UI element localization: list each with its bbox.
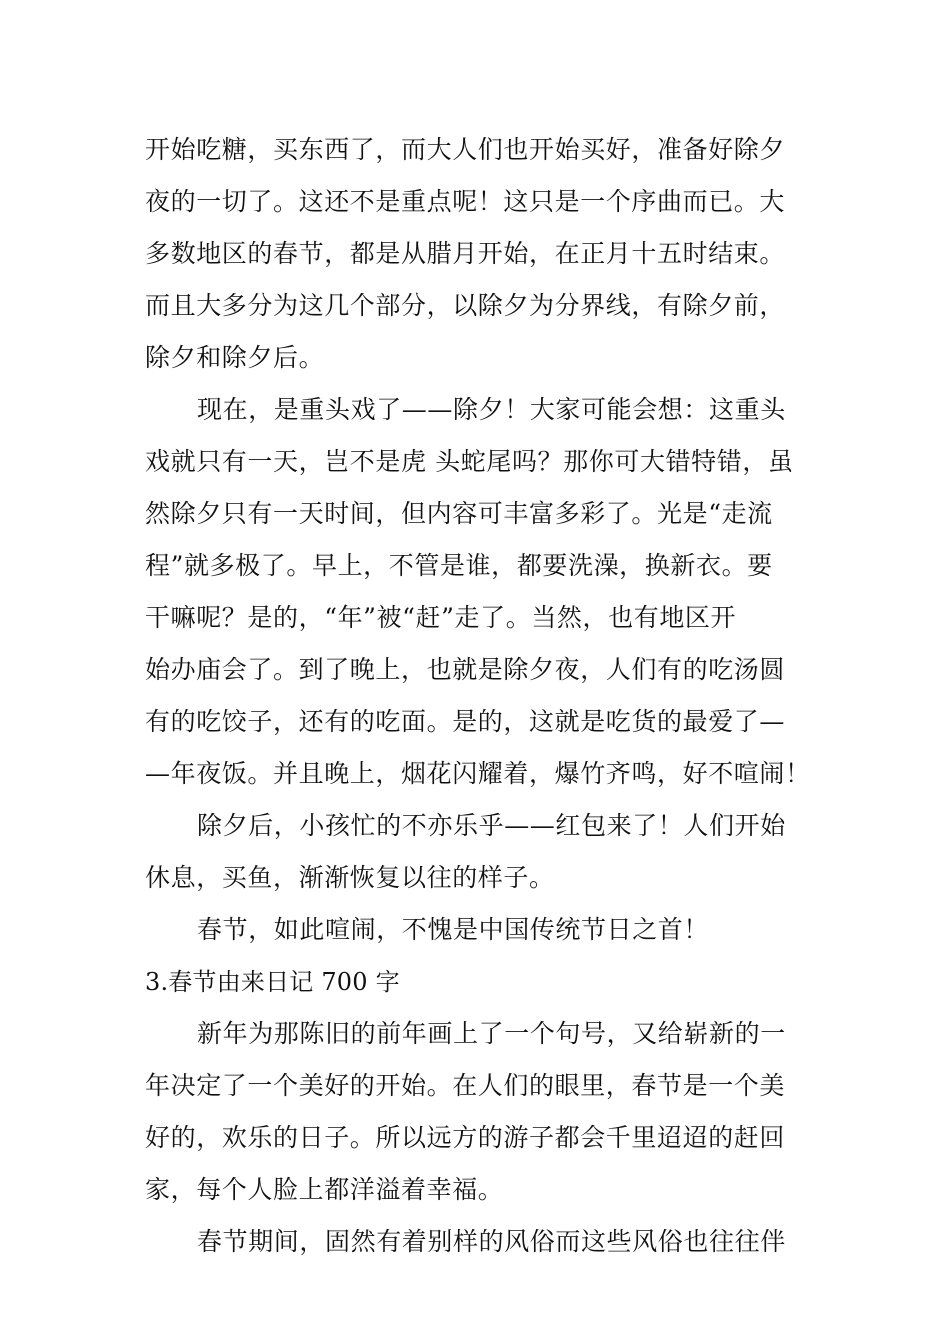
paragraph-first-line: 新年为那陈旧的前年画上了一个句号，又给崭新的一 — [197, 1019, 786, 1048]
text-line: 而且大多分为这几个部分，以除夕为分界线，有除夕前， — [145, 291, 786, 320]
text-line: 开始吃糖，买东西了，而大人们也开始买好，准备好除夕 — [145, 135, 786, 164]
text-line: 夜的一切了。这还不是重点呢！这只是一个序曲而已。大 — [145, 187, 786, 216]
text-line: 干嘛呢？是的，“年”被“赶”走了。当然，也有地区开 — [145, 603, 737, 632]
text-line: 家，每个人脸上都洋溢着幸福。 — [145, 1175, 504, 1204]
text-line: 始办庙会了。到了晚上，也就是除夕夜，人们有的吃汤圆 — [145, 655, 786, 684]
text-line: 年决定了一个美好的开始。在人们的眼里，春节是一个美 — [145, 1071, 786, 1100]
paragraph-first-line: 春节期间，固然有着别样的风俗而这些风俗也往往伴 — [197, 1227, 786, 1256]
text-line: 好的，欢乐的日子。所以远方的游子都会千里迢迢的赶回 — [145, 1123, 786, 1152]
text-line: —年夜饭。并且晚上，烟花闪耀着，爆竹齐鸣，好不喧闹！ — [145, 759, 811, 788]
paragraph-first-line: 春节，如此喧闹，不愧是中国传统节日之首！ — [197, 915, 710, 944]
text-line: 然除夕只有一天时间，但内容可丰富多彩了。光是“走流 — [145, 499, 773, 528]
paragraph-first-line: 除夕后，小孩忙的不亦乐乎——红包来了！人们开始 — [197, 811, 786, 840]
text-line: 程”就多极了。早上，不管是谁，都要洗澡，换新衣。要 — [145, 551, 773, 580]
text-line: 除夕和除夕后。 — [145, 343, 325, 372]
text-line: 有的吃饺子，还有的吃面。是的，这就是吃货的最爱了— — [145, 707, 786, 736]
text-line: 戏就只有一天，岂不是虎 头蛇尾吗？那你可大错特错，虽 — [145, 447, 794, 476]
document-body — [145, 124, 810, 1268]
section-heading: 3.春节由来日记 700 字 — [145, 968, 400, 996]
text-line: 多数地区的春节，都是从腊月开始，在正月十五时结束。 — [145, 239, 786, 268]
text-line: 休息，买鱼，渐渐恢复以往的样子。 — [145, 863, 555, 892]
paragraph-first-line: 现在，是重头戏了——除夕！大家可能会想：这重头 — [197, 395, 786, 424]
